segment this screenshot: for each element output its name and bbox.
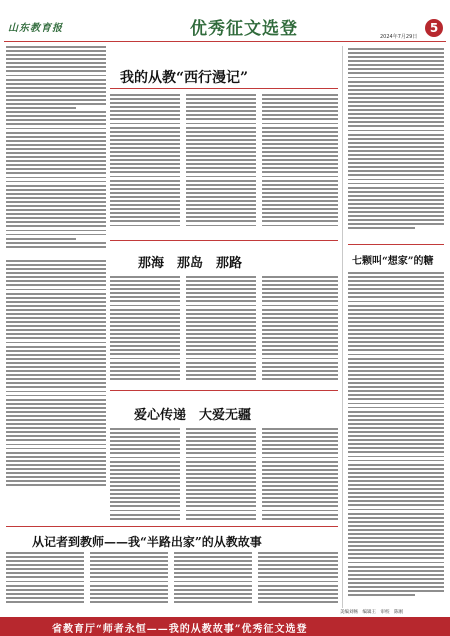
text-block [110, 428, 180, 524]
article-title: 我的从教“西行漫记” [120, 70, 249, 86]
left-column [6, 46, 106, 606]
text-block [174, 552, 252, 608]
text-block [262, 94, 338, 232]
text-block [262, 428, 338, 524]
article-title: 爱心传递 大爱无疆 [134, 408, 252, 423]
section-title: 优秀征文选登 [190, 19, 298, 39]
text-block [90, 552, 168, 608]
text-block [348, 48, 444, 238]
date: 2024年7月29日 [380, 34, 418, 40]
text-block [110, 94, 180, 232]
footer-credits: 美编刘畅 编辑王 审校 陈刚 [340, 610, 403, 615]
text-block [6, 552, 84, 608]
text-block [110, 276, 180, 384]
article-rule [110, 88, 338, 89]
article-title: 那海 那岛 那路 [138, 256, 243, 271]
article-rule [110, 390, 338, 391]
article-rule [6, 526, 338, 527]
text-block [262, 276, 338, 384]
text-block [6, 46, 106, 254]
text-block [186, 276, 256, 384]
masthead [0, 0, 450, 42]
article-title: 七颗叫“想家”的糖 [352, 256, 434, 267]
page-number: 5 [429, 21, 439, 35]
text-block [186, 428, 256, 524]
column-divider [342, 46, 343, 608]
page-number-badge [425, 19, 443, 37]
masthead-rule [4, 41, 446, 42]
article-rule [110, 240, 338, 241]
text-block [258, 552, 338, 608]
text-block [186, 94, 256, 232]
article-rule [348, 244, 444, 245]
article-title: 从记者到教师——我“半路出家”的从教故事 [32, 535, 262, 549]
logo: 山东教育报 [8, 23, 63, 34]
footer-banner [0, 617, 450, 636]
footer-banner-text: 省教育厅“师者永恒——我的从教故事”优秀征文选登 [52, 624, 308, 635]
text-block [348, 272, 444, 608]
text-block [6, 260, 106, 496]
